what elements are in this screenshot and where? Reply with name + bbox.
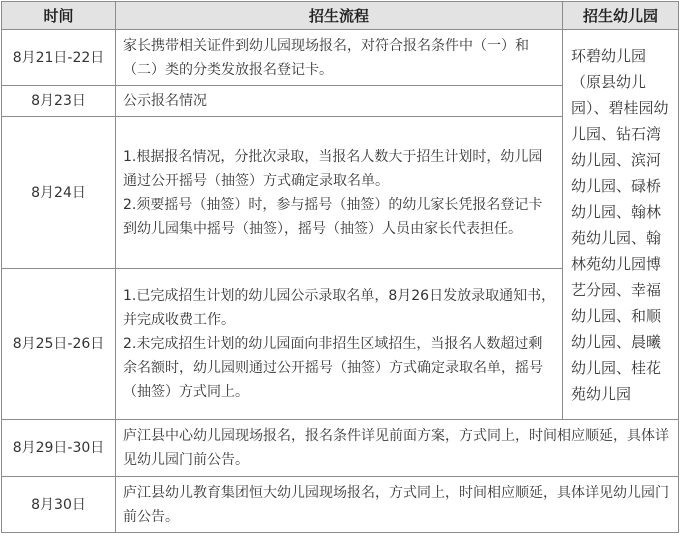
header-time: 时间 [2,2,116,30]
table-row [2,420,679,477]
row-process [116,420,679,477]
row-process [116,30,563,86]
row-date: 8月29日-30日 [2,420,116,477]
row-process [116,269,563,420]
header-row [2,2,679,30]
header-kindergartens: 招生幼儿园 [563,2,679,30]
enrollment-schedule-table [1,1,679,533]
row-process [116,117,563,269]
process-text: 公示报名情况 [123,93,207,109]
process-text: 1.根据报名情况，分批次录取，当报名人数大于招生计划时，幼儿园通过公开摇号（抽签）方式确定录取名单。 [123,148,543,189]
row-date: 8月24日 [2,117,116,269]
process-text: 庐江县幼儿教育集团恒大幼儿园现场报名，方式同上，时间相应顺延，具体详见幼儿园门前公告。 [123,484,669,525]
header-process: 招生流程 [116,2,563,30]
process-text: 2.须要摇号（抽签）时，参与摇号（抽签）的幼儿家长凭报名登记卡到幼儿园集中摇号（抽签），摇号（抽签）人员由家长代表担任。 [123,196,543,237]
row-date: 8月21日-22日 [2,30,116,86]
row-process [116,477,679,533]
process-text: 1.已完成招生计划的幼儿园公示录取名单，8月26日发放录取通知书，并完成收费工作。 [123,288,556,328]
row-date: 8月30日 [2,477,116,533]
row-process [116,86,563,117]
row-date: 8月25日-26日 [2,269,116,420]
process-text: 家长携带相关证件到幼儿园现场报名，对符合报名条件中（一）和（二）类的分类发放报名登记卡。 [123,37,529,78]
table-row [2,477,679,533]
process-text: 2.未完成招生计划的幼儿园面向非招生区域招生，当报名人数超过剩余名额时，幼儿园则通过公开摇号（抽签）方式确定录取名单，摇号（抽签）方式同上。 [123,336,543,400]
row-date: 8月23日 [2,86,116,117]
kindergarten-list: 环碧幼儿园（原县幼儿园）、碧桂园幼儿园、钻石湾幼儿园、滨河幼儿园、碌桥幼儿园、翰林苑幼儿园、翰林苑幼儿园博艺分园、幸福幼儿园、和顺幼儿园、晨曦幼儿园、桂花苑幼儿园 [563,30,679,420]
table-row [2,30,679,86]
process-text: 庐江县中心幼儿园现场报名，报名条件详见前面方案，方式同上，时间相应顺延，具体详见幼儿园门前公告。 [123,428,669,468]
